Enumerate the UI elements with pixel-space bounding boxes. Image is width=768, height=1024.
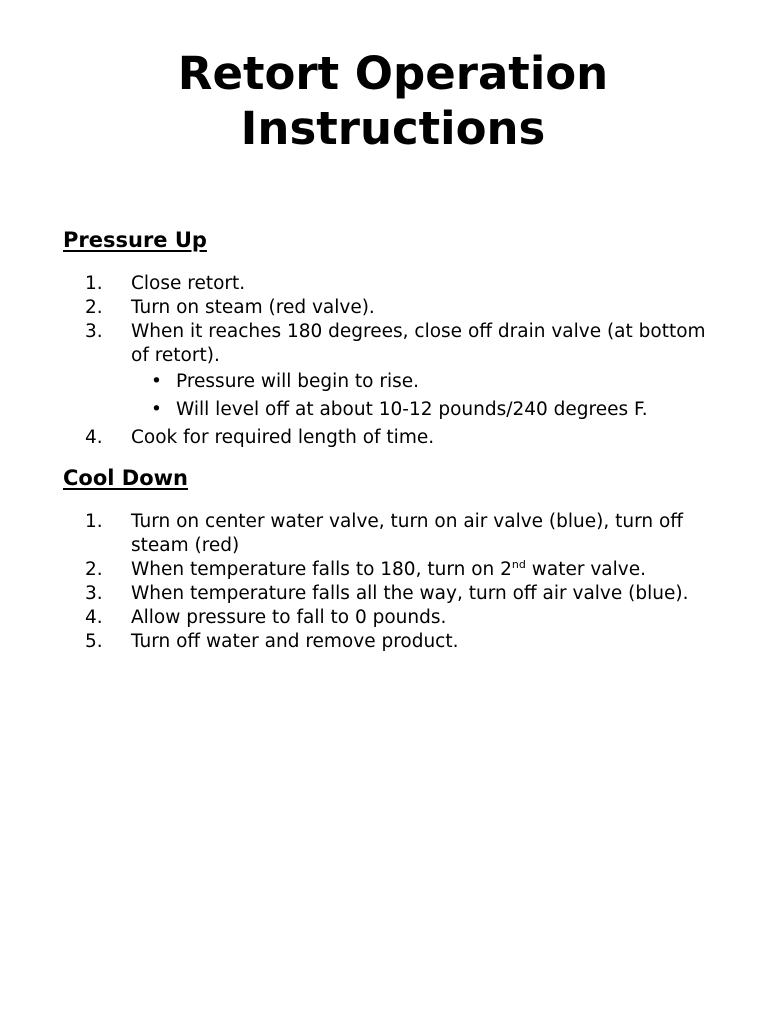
bullet-text: Pressure will begin to rise.: [176, 371, 420, 392]
sub-bullet-list: [131, 370, 708, 422]
step-number: 1.: [85, 511, 103, 532]
section-pressure-up: [63, 226, 708, 450]
section-cool-down: [63, 464, 708, 654]
step-text: When temperature falls all the way, turn off air valve (blue).: [131, 583, 689, 604]
step-number: 3.: [85, 583, 103, 604]
step-number: 4.: [85, 607, 103, 628]
list-item: [63, 606, 708, 630]
list-item: [63, 582, 708, 606]
list-item: [63, 272, 708, 296]
step-text: Close retort.: [131, 273, 246, 294]
step-number: 2.: [85, 559, 103, 580]
steps-list: [63, 272, 708, 450]
step-text: Turn off water and remove product.: [131, 631, 459, 652]
title-line-2: Instructions: [240, 102, 546, 155]
section-heading: Cool Down: [63, 466, 188, 490]
step-number: 4.: [85, 427, 103, 448]
steps-list: [63, 510, 708, 654]
step-text: When it reaches 180 degrees, close off drain valve (at bottom of retort).: [131, 321, 706, 366]
ordinal-suffix: nd: [511, 557, 526, 571]
step-text-end: water valve.: [525, 559, 646, 580]
list-item: [63, 426, 708, 450]
list-item: [63, 558, 708, 582]
list-item: [63, 320, 708, 422]
step-number: 3.: [85, 321, 103, 342]
section-heading: Pressure Up: [63, 228, 207, 252]
bullet-item: [131, 398, 708, 422]
step-number: 5.: [85, 631, 103, 652]
step-number: 2.: [85, 297, 103, 318]
bullet-item: [131, 370, 708, 394]
step-text: Allow pressure to fall to 0 pounds.: [131, 607, 447, 628]
list-item: [63, 630, 708, 654]
bullet-icon: •: [151, 371, 162, 392]
document-title: [0, 46, 768, 156]
step-text-start: When temperature falls to 180, turn on 2: [131, 559, 512, 580]
step-number: 1.: [85, 273, 103, 294]
step-text: Turn on steam (red valve).: [131, 297, 375, 318]
bullet-text: Will level off at about 10-12 pounds/240 degrees F.: [176, 399, 648, 420]
list-item: [63, 510, 708, 558]
step-text: Turn on center water valve, turn on air valve (blue), turn off steam (red): [131, 511, 684, 556]
title-line-1: Retort Operation: [177, 47, 609, 100]
bullet-icon: •: [151, 399, 162, 420]
list-item: [63, 296, 708, 320]
step-text: Cook for required length of time.: [131, 427, 435, 448]
